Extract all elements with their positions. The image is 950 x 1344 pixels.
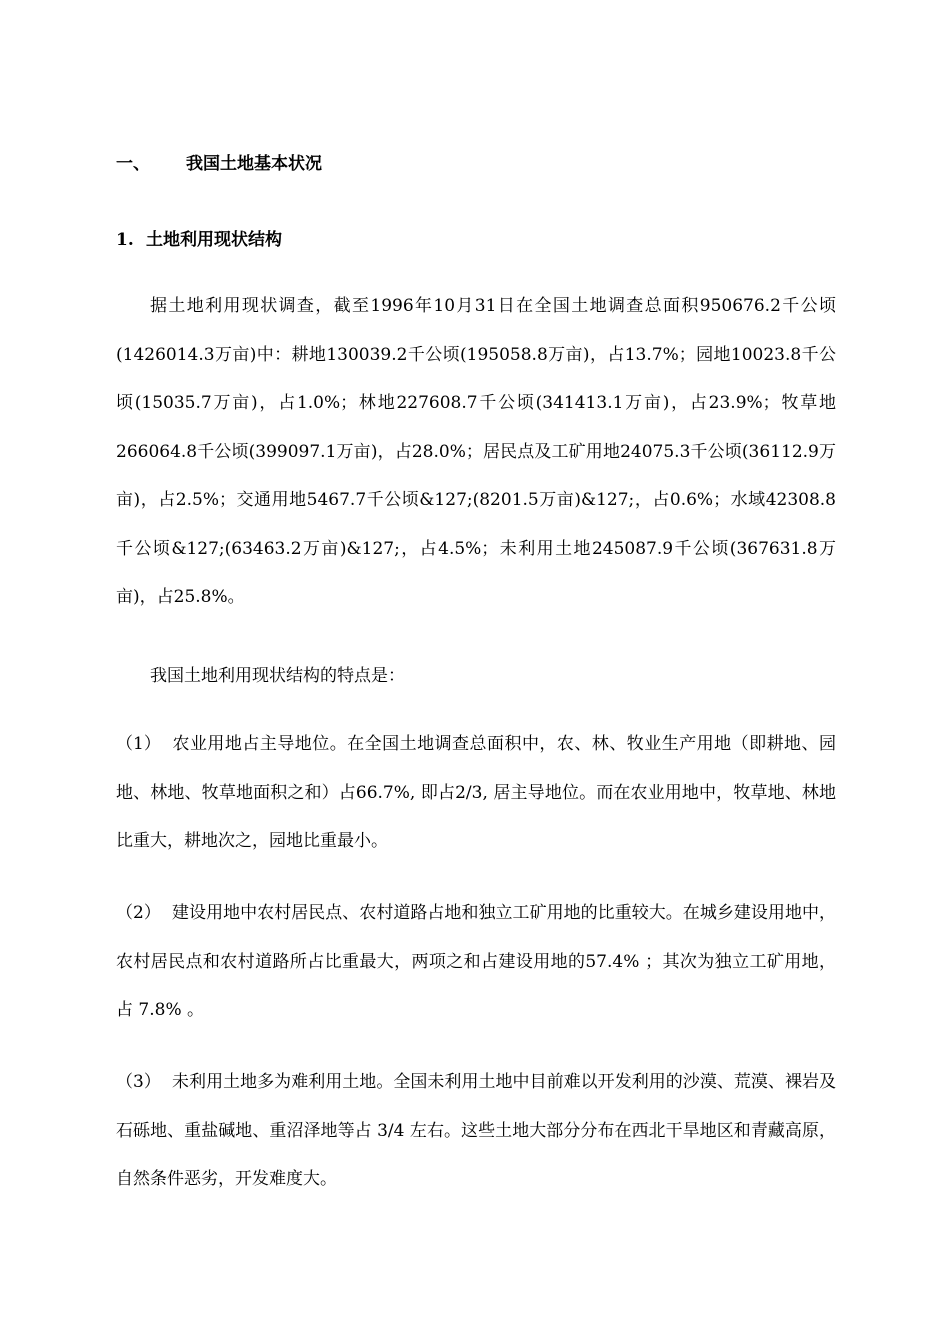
list-item-text: 农业用地占主导地位。在全国土地调查总面积中，农、林、牧业生产用地（即耕地、园地、林地、牧草地面积之和）占66.7%, 即占2/3, 居主导地位。而在农业用地中，牧草地、林地比重大，耕地次之，园地比重最小。 [116, 734, 836, 851]
features-lead-paragraph: 我国土地利用现状结构的特点是： [150, 666, 405, 686]
section-number: 一、 [116, 154, 150, 174]
subsection-heading [116, 224, 282, 256]
list-item-label: （1） [116, 734, 161, 754]
section-heading [116, 148, 322, 180]
list-item-label: （2） [116, 903, 161, 923]
list-item-label: （3） [116, 1072, 161, 1092]
section-title: 我国土地基本状况 [186, 154, 322, 174]
subsection-title: 土地利用现状结构 [146, 230, 282, 250]
list-item-text: 建设用地中农村居民点、农村道路占地和独立工矿用地的比重较大。在城乡建设用地中，农村居民点和农村道路所占比重最大，两项之和占建设用地的57.4% ；其次为独立工矿用地，占 7.8% 。 [116, 903, 836, 1020]
list-item-text: 未利用土地多为难利用土地。全国未利用土地中目前难以开发利用的沙漠、荒漠、裸岩及石砾地、重盐碱地、重沼泽地等占 3/4 左右。这些土地大部分分布在西北干旱地区和青藏高原，自然条件恶劣，开发难度大。 [116, 1072, 836, 1189]
list-item [116, 889, 836, 1035]
subsection-number: 1. [116, 230, 134, 250]
list-item [116, 720, 836, 866]
list-item [116, 1058, 836, 1204]
intro-paragraph: 据土地利用现状调查，截至1996年10月31日在全国土地调查总面积950676.2千公顷(1426014.3万亩)中：耕地130039.2千公顷(195058.8万亩)，占13.7%；园地10023.8千公顷(15035.7万亩)，占1.0%；林地227608.7千公顷(341413.1万亩)，占23.9%；牧草地266064.8千公顷(399097.1万亩)，占28.0%；居民点及工矿用地24075.3千公顷(36112.9万亩)，占2.5%；交通用地5467.7千公顷&127;(8201.5万亩)&127;，占0.6%；水域42308.8千公顷&127;(63463.2万亩)&127;，占4.5%；未利用土地245087.9千公顷(367631.8万亩)，占25.8%。 [116, 296, 836, 607]
